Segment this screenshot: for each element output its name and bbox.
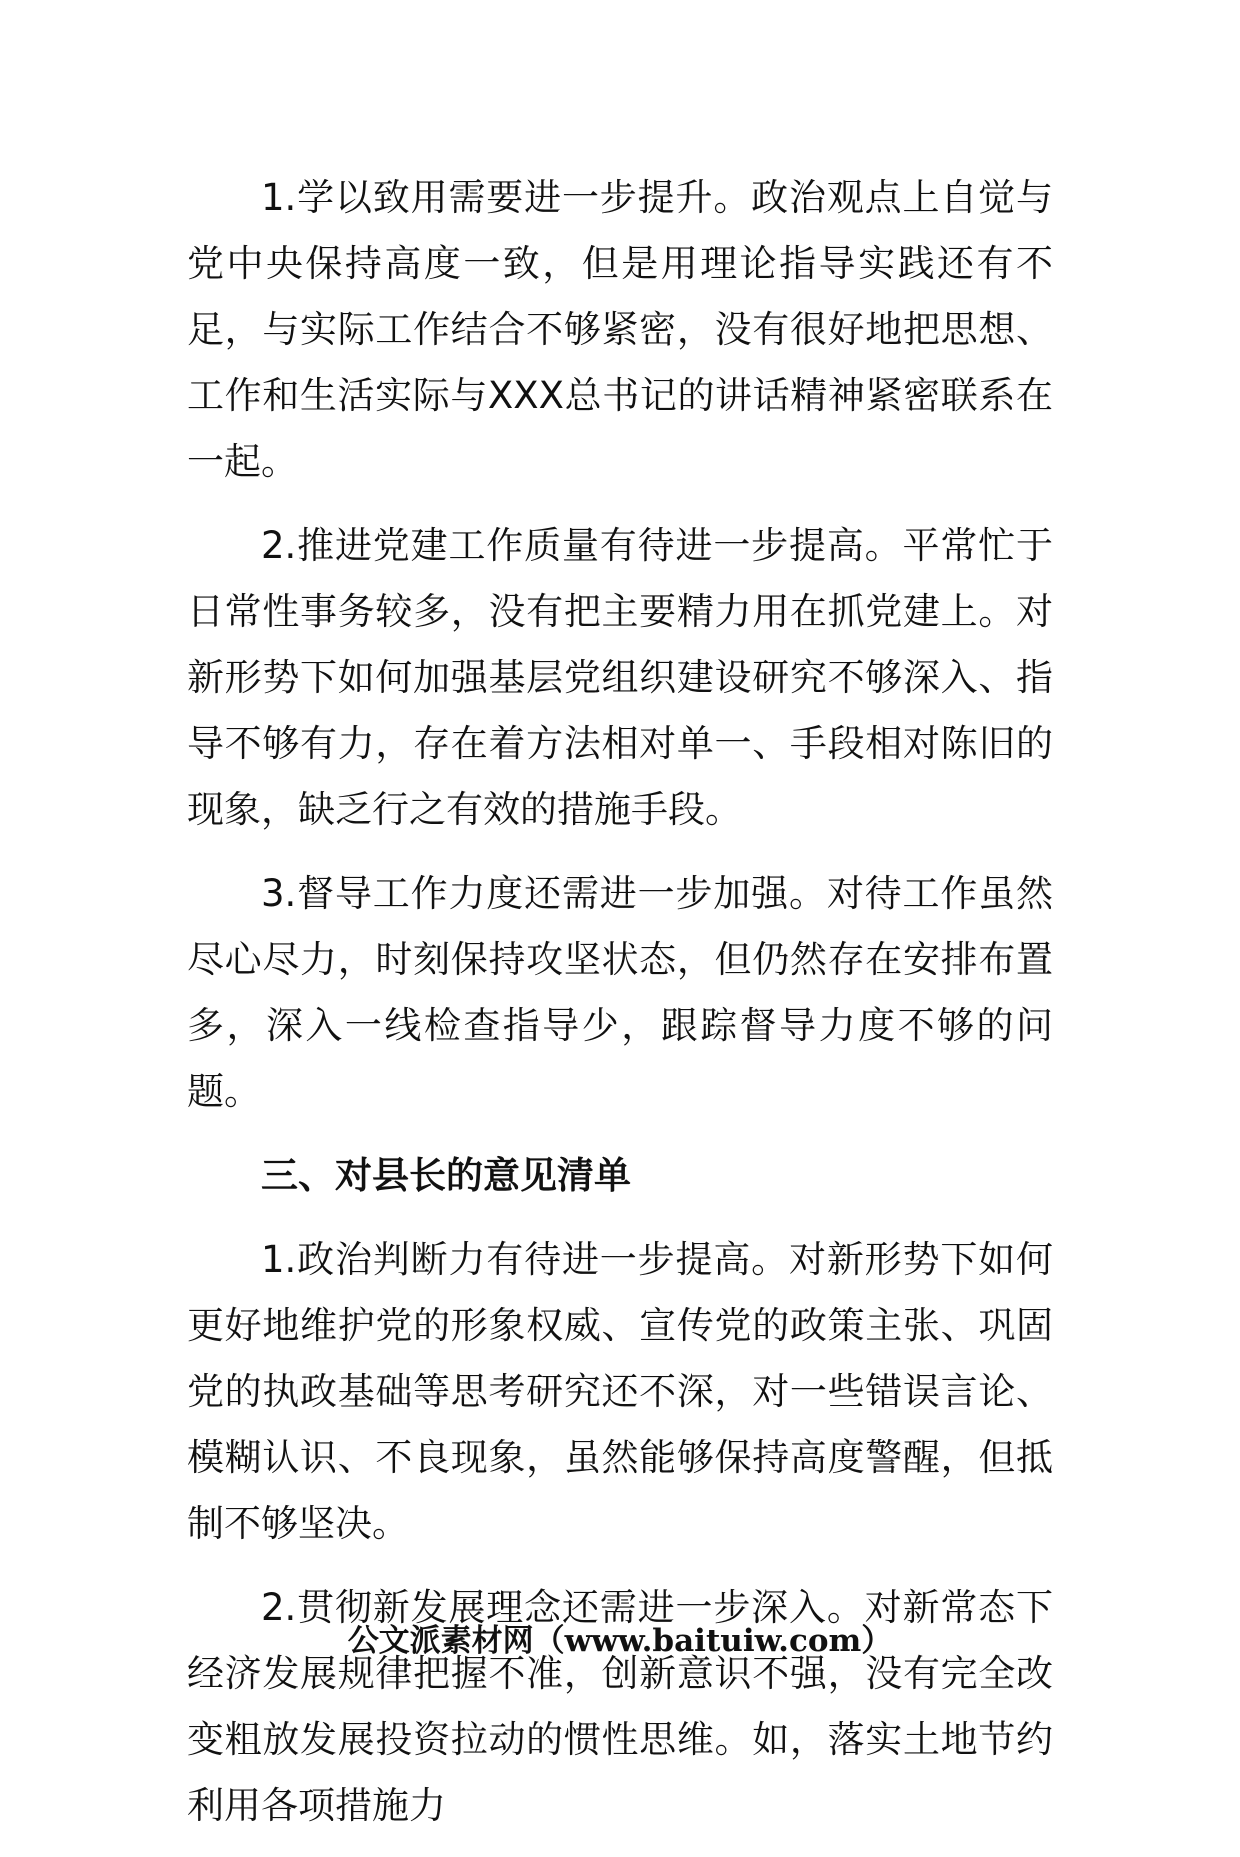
paragraph-learning: 1.学以致用需要进一步提升。政治观点上自觉与党中央保持高度一致，但是用理论指导实践还有不足，与实际工作结合不够紧密，没有很好地把思想、工作和生活实际与XXX总书记的讲话精神紧密联系在一起。 [187,176,1053,483]
paragraph-party-building: 2.推进党建工作质量有待进一步提高。平常忙于日常性事务较多，没有把主要精力用在抓党建上。对新形势下如何加强基层党组织建设研究不够深入、指导不够有力，存在着方法相对单一、手段相对陈旧的现象，缺乏行之有效的措施手段。 [187,524,1053,831]
paragraph-development-concept: 2.贯彻新发展理念还需进一步深入。对新常态下经济发展规律把握不准，创新意识不强，没有完全改变粗放发展投资拉动的惯性思维。如，落实土地节约利用各项措施力 [187,1586,1053,1827]
paragraph-political-judgment: 1.政治判断力有待进一步提高。对新形势下如何更好地维护党的形象权威、宣传党的政策主张、巩固党的执政基础等思考研究还不深，对一些错误言论、模糊认识、不良现象，虽然能够保持高度警醒，但抵制不够坚决。 [187,1238,1053,1545]
paragraph-supervision: 3.督导工作力度还需进一步加强。对待工作虽然尽心尽力，时刻保持攻坚状态，但仍然存在安排布置多，深入一线检查指导少，跟踪督导力度不够的问题。 [187,872,1053,1113]
section-heading-county-head: 三、对县长的意见清单 [261,1154,631,1197]
document-body [187,165,1053,1857]
page-footer-watermark: 公文派素材网（www.baituiw.com） [347,1623,893,1659]
